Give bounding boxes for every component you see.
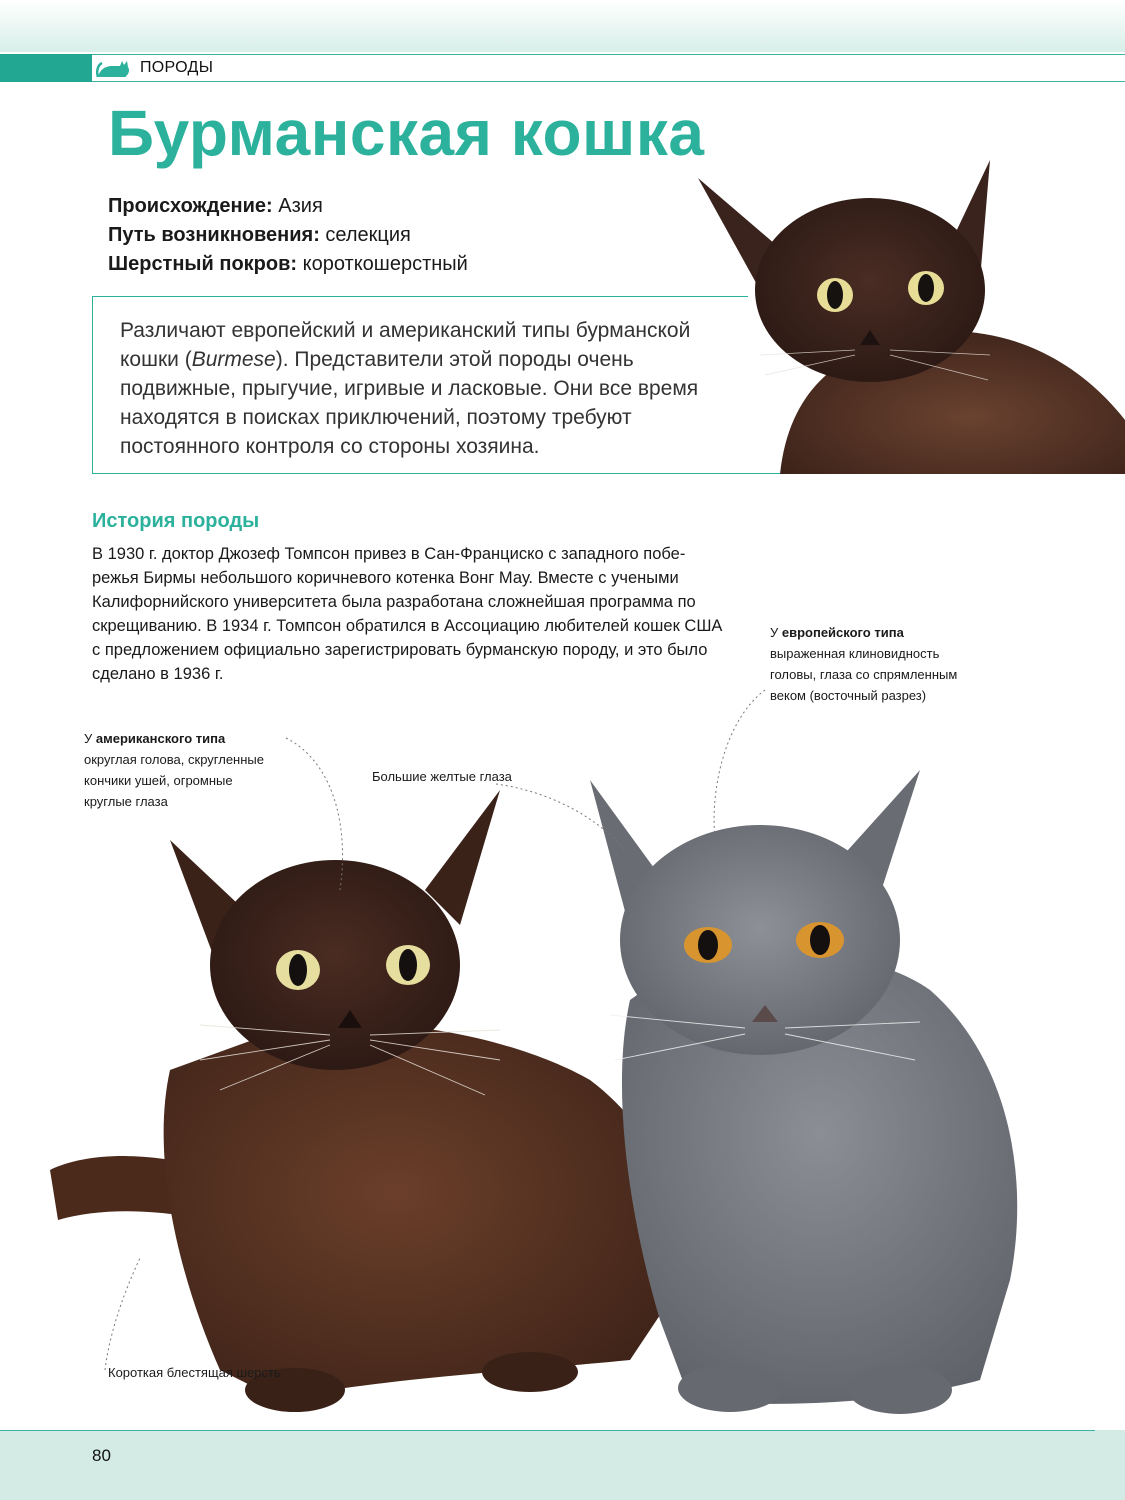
callout-eyes: Большие желтые глаза	[372, 769, 512, 784]
intro-text-end: ). Представители этой породы очень подвижные, прыгучие, игривые и ласковые. Они все время находятся в поисках приключений, поэтому требуют постоянного контроля со стороны хозяина.	[120, 348, 699, 458]
callout-american-text: округлая голова, скругленные кончики ушей, огромные круглые глаза	[84, 752, 264, 809]
footer-rule	[0, 1430, 1095, 1431]
fact-emergence-key: Путь возникновения:	[108, 224, 320, 246]
callout-european-prefix: У	[770, 625, 782, 640]
history-paragraph	[92, 542, 732, 686]
callout-european-bold: европейского типа	[781, 625, 904, 640]
two-cats-photo	[30, 760, 1030, 1420]
intro-text-start: Различают европейский и американский типы бурманской кошки (	[120, 319, 691, 371]
history-heading: История породы	[92, 510, 260, 532]
intro-breed-name: Burmese	[191, 348, 276, 371]
brown-cat-portrait	[690, 160, 1125, 474]
top-band	[0, 0, 1125, 52]
header-rule-top	[92, 54, 1125, 55]
fact-coat-value: короткошерстный	[302, 253, 468, 275]
fact-origin-value: Азия	[278, 195, 323, 217]
callout-american-bold: американского типа	[95, 731, 226, 746]
intro-frame-top-rule	[93, 296, 748, 297]
header-rule-bottom	[92, 81, 1125, 82]
intro-paragraph	[120, 316, 740, 461]
fact-coat-key: Шерстный покров:	[108, 253, 298, 275]
fact-emergence-value: селекция	[325, 224, 411, 246]
section-color-block	[0, 54, 92, 82]
callout-american-prefix: У	[84, 731, 96, 746]
callout-american-type	[84, 728, 284, 812]
fact-origin-key: Происхождение:	[108, 195, 273, 217]
callout-coat: Короткая блестящая шерсть	[108, 1365, 281, 1380]
page-title: Бурманская кошка	[108, 97, 705, 169]
callout-european-text: выраженная клиновидность головы, глаза со спрямленным веком (восточный разрез)	[770, 646, 958, 703]
section-label: ПОРОДЫ	[140, 59, 214, 76]
section-header-bar	[0, 54, 1125, 82]
page-number: 80	[92, 1446, 111, 1465]
fact-coat	[108, 250, 468, 279]
breed-facts	[108, 192, 468, 279]
cat-silhouette-icon	[96, 57, 132, 79]
footer-band	[0, 1430, 1125, 1500]
fact-emergence	[108, 221, 468, 250]
fact-origin	[108, 192, 468, 221]
callout-european-type	[770, 622, 970, 706]
history-text-part1: В 1930 г. доктор Джозеф Томпсон привез в Сан-Франциско с западного побе-режья Бирмы небольшого коричневого котенка Вонг Мау. Вместе с учеными Калифорнийского университета была разработана сложнейшая программа по скрещиванию. В 1934 г. Томпсон обратился в Ассоциацию любителей кошек США с предложением официально зарегистрировать бурманскую породу, и это было сделано в 1936 г.	[92, 545, 723, 683]
